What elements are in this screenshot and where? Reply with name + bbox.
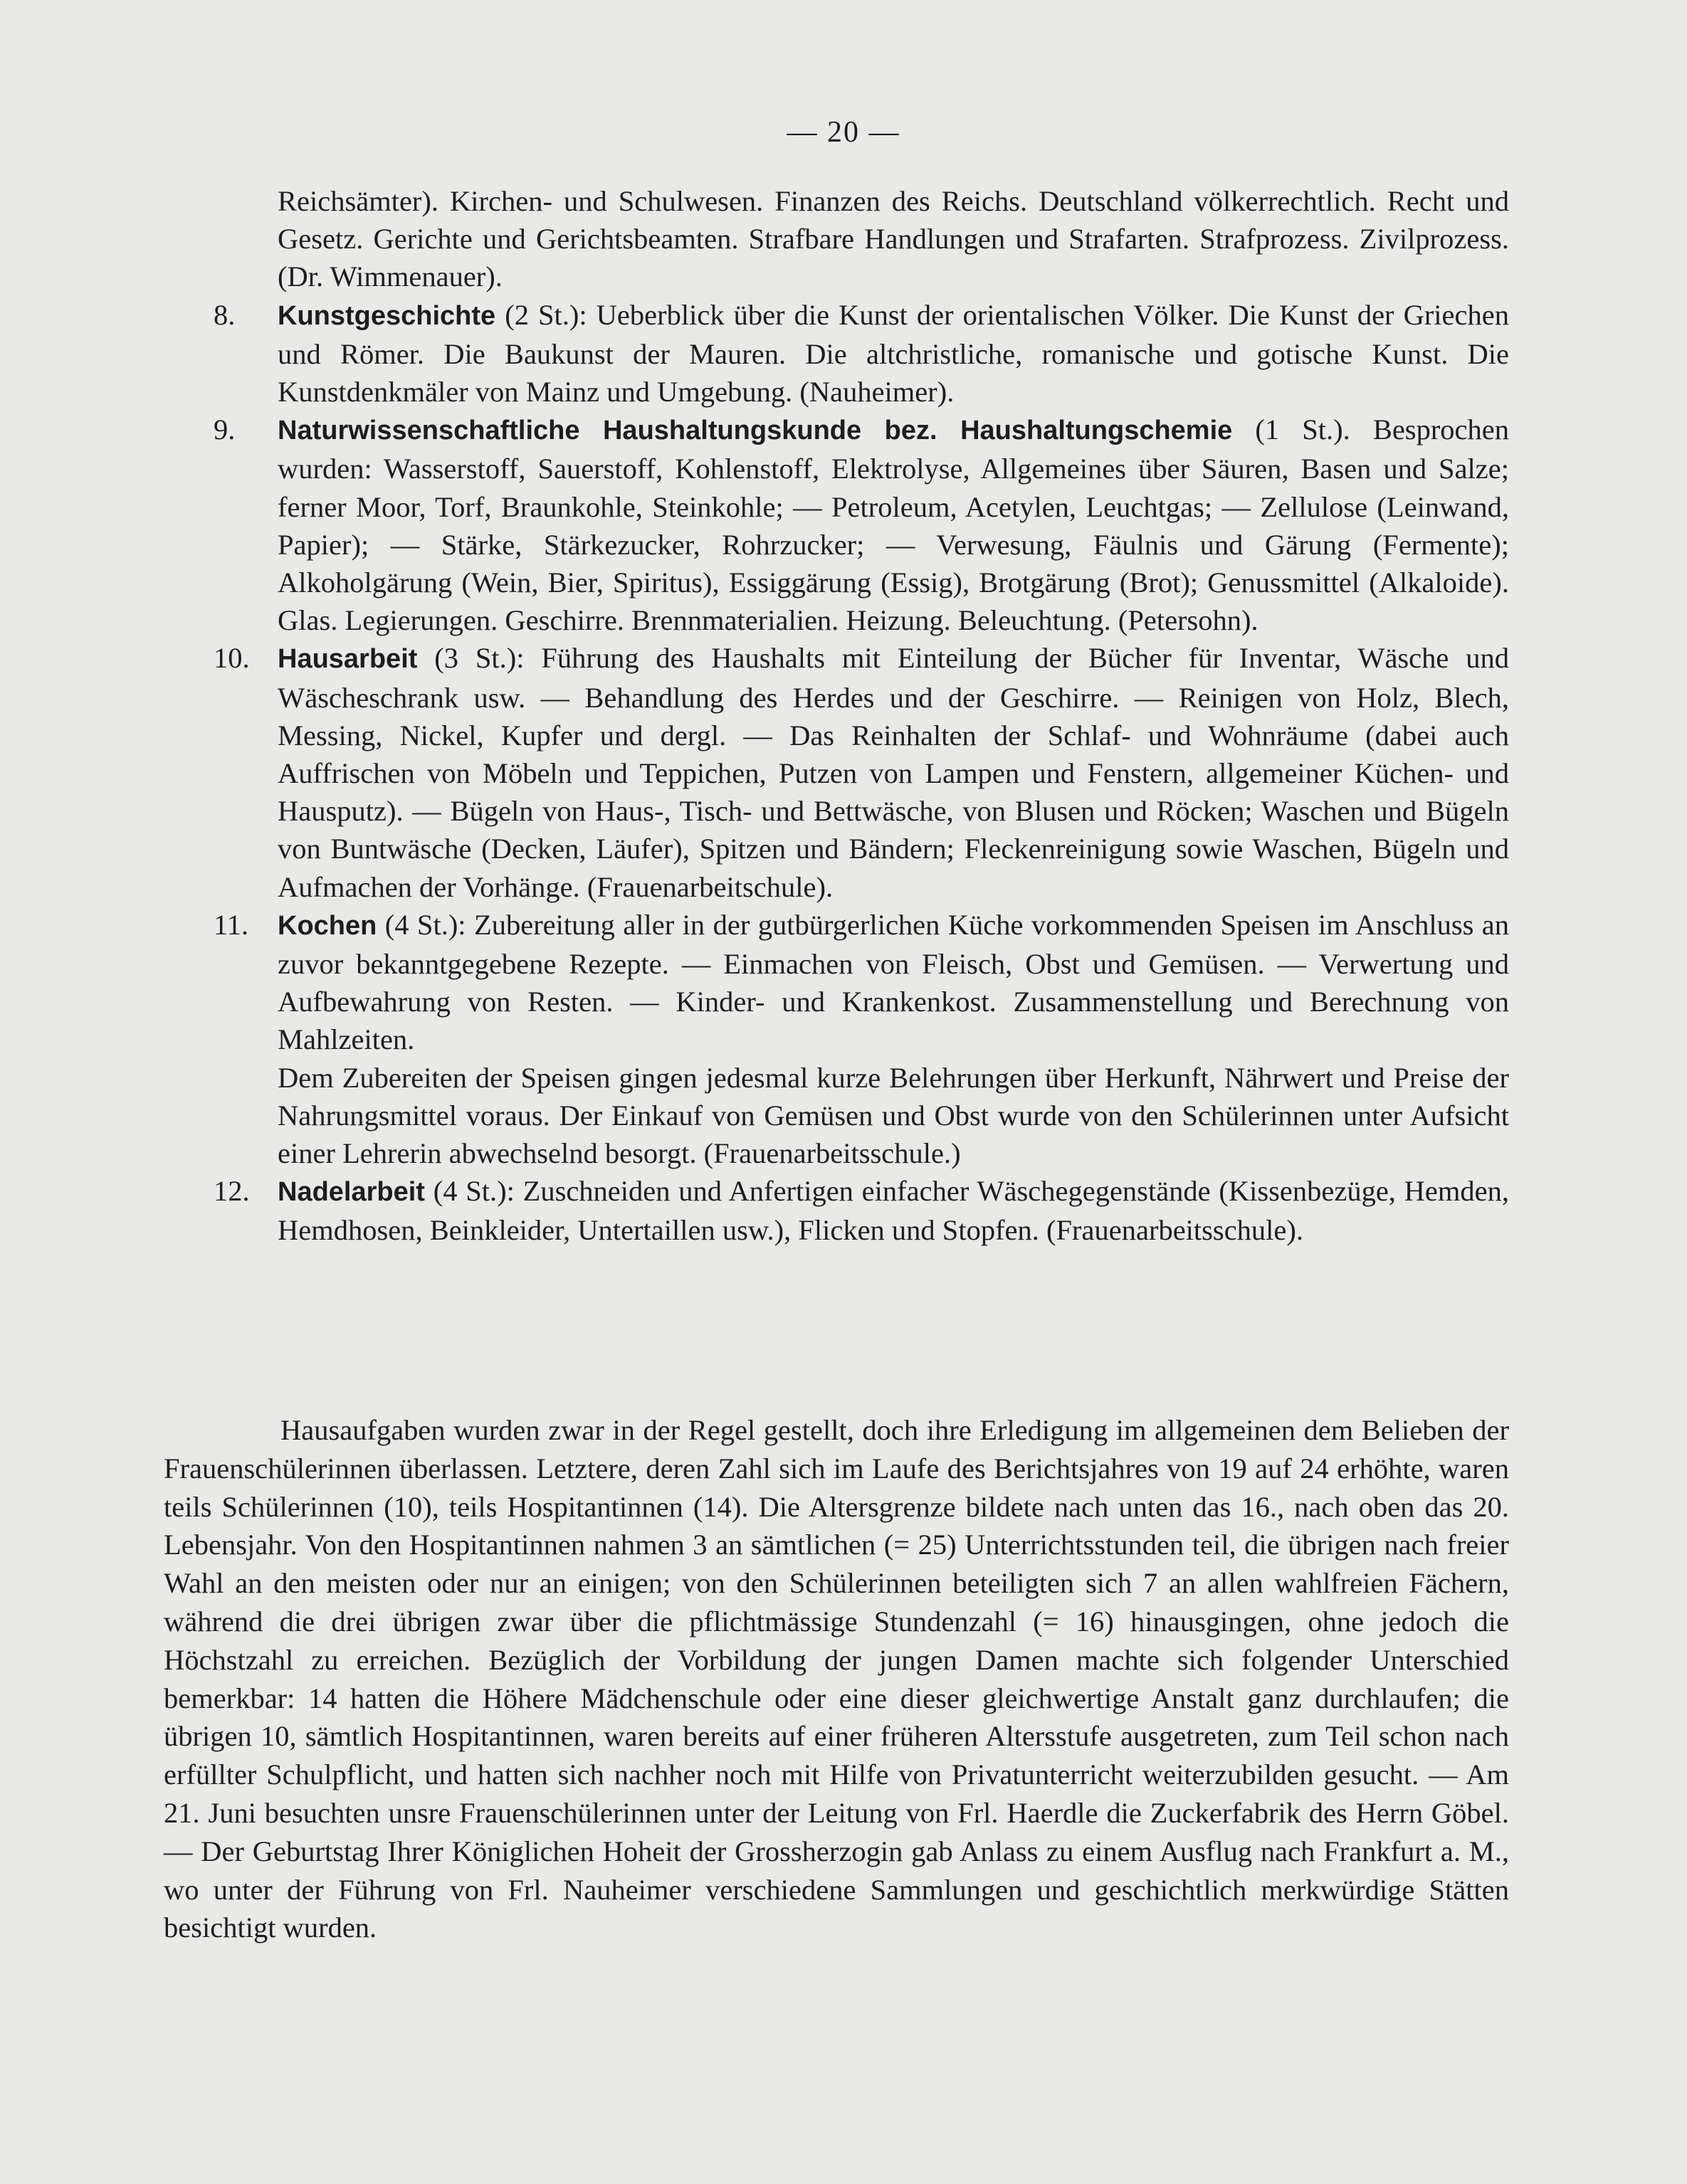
item-number: 8. bbox=[214, 298, 236, 331]
item-text: Besprochen wurden: Wasserstoff, Sauerstoff, Kohlenstoff, Elektrolyse, Allgemeines über Säuren, Basen und Salze; ferner Moor, Torf, Braunkohle, Steinkohle; — Petroleum, Acetylen, Leuchtgas; — Zellulose (Leinwand, Papier); — Stärke, Stärkezucker, Rohrzucker; — Verwesung, Fäulnis und Gärung (Fermente); Alkoholgärung (Wein, Bier, Spiritus), Essiggärung (Essig), Brotgärung (Brot); Genussmittel (Alkaloide). Glas. Legierungen. Geschirre. Brennmaterialien. Heizung. Beleuchtung. (Petersohn). bbox=[278, 413, 1510, 637]
item-text: Führung des Haushalts mit Einteilung der Bücher für Inventar, Wäsche und Wäscheschrank usw. — Behandlung des Herdes und der Geschirre. — Reinigen von Holz, Blech, Messing, Nickel, Kupfer und dergl. — Das Reinhalten der Schlaf- und Wohnräume (dabei auch Auffrischen von Möbeln und Teppichen, Putzen von Lampen und Fenstern, allgemeiner Küchen- und Hausputz). — Bügeln von Haus-, Tisch- und Bettwäsche, von Blusen und Röcken; Waschen und Bügeln von Buntwäsche (Decken, Läufer), Spitzen und Bändern; Fleckenreinigung sowie Waschen, Bügeln und Aufmachen der Vorhänge. (Frauenarbeitschule). bbox=[278, 642, 1509, 903]
item-text: Ueberblick über die Kunst der orientalischen Völker. Die Kunst der Griechen und Römer. Die Baukunst der Mauren. Die altchristliche, romanische und gotische Kunst. Die Kunstdenkmäler von Mainz und Umgebung. (Nauheimer). bbox=[278, 298, 1509, 408]
item-credits: (4 St.): bbox=[424, 1175, 523, 1208]
page-number: — 20 — bbox=[787, 116, 900, 149]
item-number: 9. bbox=[214, 413, 236, 446]
list-item-continuation bbox=[214, 182, 1509, 296]
list-item-haushaltungskunde bbox=[214, 411, 1509, 639]
item-text: Zuschneiden und Anfertigen einfacher Wäschegegenstände (Kissenbezüge, Hemden, Hemdhosen, Beinkleider, Untertaillen usw.), Flicken und Stopfen. (Frauenarbeitsschule). bbox=[278, 1175, 1509, 1247]
item-credits: (4 St.): bbox=[377, 908, 474, 941]
item-heading: Kunstgeschichte bbox=[278, 300, 496, 331]
list-item-hausarbeit bbox=[214, 639, 1509, 905]
item-credits: (2 St.): bbox=[495, 298, 597, 331]
item-heading: Hausarbeit bbox=[278, 644, 418, 675]
list-item-kochen bbox=[214, 906, 1509, 1172]
subject-list bbox=[214, 182, 1509, 1250]
item-heading: Nadelarbeit bbox=[278, 1177, 425, 1208]
item-credits: (1 St.). bbox=[1232, 413, 1373, 446]
body-paragraph: Hausaufgaben wurden zwar in der Regel gestellt, doch ihre Erledigung im allgemeinen dem Belieben der Frauenschülerinnen überlassen. Letztere, deren Zahl sich im Laufe des Berichtsjahres von 19 auf 24 erhöhte, waren teils Schülerinnen (10), teils Hospitantinnen (14). Die Altersgrenze bildete nach unten das 16., nach oben das 20. Lebensjahr. Von den Hospitantinnen nahmen 3 an sämtlichen (= 25) Unterrichtsstunden teil, die übrigen nach freier Wahl an den meisten oder nur an einigen; von den Schülerinnen beteiligten sich 7 an allen wahlfreien Fächern, während die drei übrigen zwar über die pflichtmässige Stundenzahl (= 16) hinausgingen, ohne jedoch die Höchstzahl zu erreichen. Bezüglich der Vorbildung der jungen Damen machte sich folgender Unterschied bemerkbar: 14 hatten die Höhere Mädchenschule oder eine dieser gleichwertige Anstalt ganz durchlaufen; die übrigen 10, sämtlich Hospitantinnen, waren bereits auf einer früheren Altersstufe ausgetreten, zum Teil schon nach erfüllter Schulpflicht, und hatten sich nachher noch mit Hilfe von Privatunterricht weiterzubilden gesucht. — Am 21. Juni besuchten unsre Frauenschülerinnen unter der Leitung von Frl. Haerdle die Zuckerfabrik des Herrn Göbel. — Der Geburtstag Ihrer Königlichen Hoheit der Grossherzogin gab Anlass zu einem Ausflug nach Frankfurt a. M., wo unter der Führung von Frl. Nauheimer verschiedene Sammlungen und geschichtlich merkwürdige Stätten besichtigt wurden. bbox=[164, 1414, 1509, 1944]
item-number: 10. bbox=[214, 642, 250, 675]
item-number: 12. bbox=[214, 1175, 250, 1208]
item-credits: (3 St.): bbox=[417, 642, 542, 675]
list-item-kunstgeschichte bbox=[214, 296, 1509, 411]
item-heading: Kochen bbox=[278, 910, 377, 941]
item-text: Zubereitung aller in der gutbürgerlichen Küche vorkommenden Speisen im Anschluss an zuvor bekanntgegebene Rezepte. — Einmachen von Fleisch, Obst und Gemüsen. — Verwertung und Aufbewahrung von Resten. — Kinder- und Krankenkost. Zusammenstellung und Berechnung von Mahlzeiten. bbox=[278, 908, 1509, 1056]
list-item-nadelarbeit bbox=[214, 1172, 1509, 1249]
item-number: 11. bbox=[214, 908, 249, 941]
item-text: Reichsämter). Kirchen- und Schulwesen. Finanzen des Reichs. Deutschland völkerrechtlich. Recht und Gesetz. Gerichte und Gerichtsbeamten. Strafbare Handlungen und Strafarten. Strafprozess. Zivilprozess. (Dr. Wimmenauer). bbox=[278, 185, 1509, 293]
item-subtext: Dem Zubereiten der Speisen gingen jedesmal kurze Belehrungen über Herkunft, Nährwert und Preise der Nahrungsmittel voraus. Der Einkauf von Gemüsen und Obst wurde von den Schülerinnen unter Aufsicht einer Lehrerin abwechselnd besorgt. (Frauenarbeitsschule.) bbox=[278, 1061, 1509, 1170]
item-heading: Naturwissenschaftliche Haushaltungskunde bez. Haushaltungschemie bbox=[278, 416, 1233, 446]
